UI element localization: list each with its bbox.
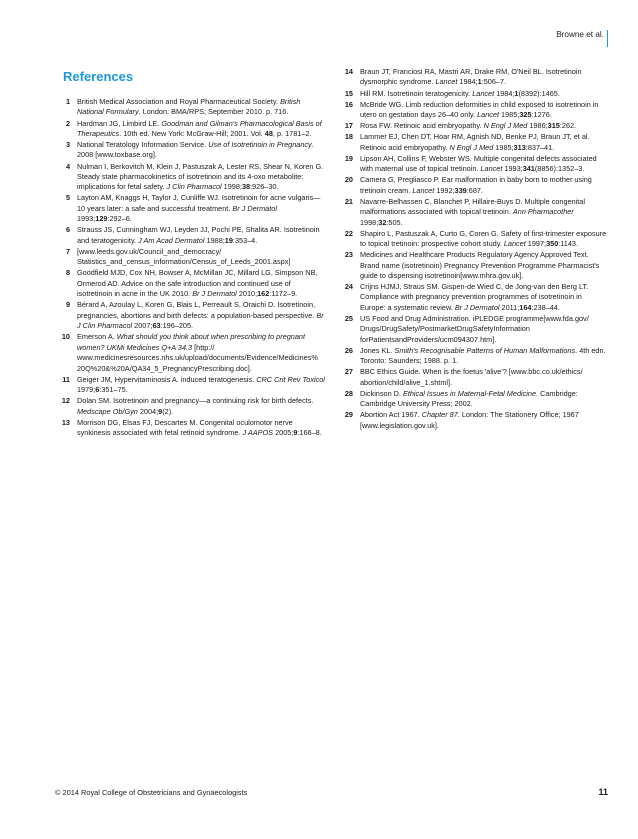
reference-segment: 1997; xyxy=(525,239,547,248)
reference-segment: 129 xyxy=(95,214,108,224)
reference-number: 9 xyxy=(65,300,70,310)
reference-text xyxy=(77,418,325,439)
reference-list-left xyxy=(55,97,325,439)
reference-text xyxy=(77,193,325,224)
reference-item xyxy=(338,410,608,431)
reference-segment: Geiger JM, Hypervitaminosis A. induced teratogenesis. xyxy=(77,374,257,384)
reference-item xyxy=(338,314,608,345)
reference-item xyxy=(55,332,325,374)
reference-text xyxy=(360,132,608,153)
reference-number: 16 xyxy=(344,99,353,109)
reference-segment: 1988; xyxy=(204,235,225,245)
reference-segment: . London: The Stationery Office; 1967 [www.legislation.gov.uk]. xyxy=(360,410,579,430)
reference-item xyxy=(55,396,325,417)
reference-segment: 1993; xyxy=(77,214,96,224)
reference-item xyxy=(338,175,608,196)
reference-segment: Medicines and Healthcare Products Regulatory Agency Approved Text. Brand name (isotretinoin) Pregnancy Prevention Programme Pharmacist's guide to dispensing isotretinoin[www.mhra.gov.uk]. xyxy=(360,250,600,280)
reference-number: 22 xyxy=(344,228,353,238)
reference-item xyxy=(55,97,325,118)
reference-item xyxy=(338,346,608,367)
reference-segment: 1985; xyxy=(499,110,520,119)
reference-segment: Br J Dermatol xyxy=(454,302,500,312)
reference-number: 3 xyxy=(65,140,70,149)
reference-number: 6 xyxy=(65,225,70,235)
reference-segment: 9 xyxy=(293,428,298,438)
reference-segment: 2005; xyxy=(273,428,294,438)
reference-text xyxy=(360,282,608,313)
reference-text xyxy=(77,396,325,417)
reference-segment: 1992; xyxy=(434,185,455,195)
reference-segment: :351–75. xyxy=(99,385,128,395)
reference-segment: :1276. xyxy=(531,110,552,119)
reference-segment: 1985; xyxy=(493,142,514,152)
reference-number: 23 xyxy=(344,250,353,260)
reference-text xyxy=(77,119,325,140)
reference-column-right xyxy=(338,67,608,432)
reference-segment: Ethical Issues in Maternal-Fetal Medicine xyxy=(402,388,537,398)
reference-number: 29 xyxy=(344,410,353,420)
reference-segment: CRC Crit Rev Toxicol xyxy=(256,374,325,384)
reference-text xyxy=(77,268,325,299)
reference-text xyxy=(360,389,608,410)
reference-segment: Medscape Ob/Gyn xyxy=(77,406,138,416)
reference-segment: Hardman JG, Limbird LE. xyxy=(77,118,162,128)
reference-segment: BBC Ethics Guide. When is the foetus 'alive'? [www.bbc.co.uk/ethics/ abortion/child/alive_1.shtml]. xyxy=(360,367,583,387)
reference-segment: Abortion Act 1967. xyxy=(360,410,422,420)
reference-segment: :292–6. xyxy=(107,214,132,224)
reference-segment: Strauss JS, Cunningham WJ, Leyden JJ, Pochi PE, Shalita AR. Isotretinoin and teratogenicity. xyxy=(77,225,320,245)
reference-number: 10 xyxy=(61,332,70,342)
reference-segment: :353–4. xyxy=(232,235,258,245)
reference-item xyxy=(338,121,608,131)
reference-list-right xyxy=(338,67,608,431)
reference-segment: Morrison DG, Elsas FJ, Descartes M. Congenital oculomotor nerve synkinesis associated with fetal retinoid syndrome. xyxy=(77,417,293,438)
reference-segment: Lancet xyxy=(412,185,435,195)
reference-number: 15 xyxy=(344,88,353,98)
reference-item xyxy=(338,197,608,228)
reference-segment: N Engl J Med xyxy=(483,121,528,131)
reference-text xyxy=(77,97,325,118)
reference-segment: British Medical Association and Royal Pharmaceutical Society. xyxy=(77,97,281,106)
reference-segment: British National Formulary xyxy=(77,97,301,117)
reference-segment: 2004; xyxy=(137,406,159,416)
reference-number: 13 xyxy=(61,417,70,427)
reference-item xyxy=(338,100,608,121)
reference-item xyxy=(338,250,608,281)
copyright-notice: © 2014 Royal College of Obstetricians and Gynaecologists xyxy=(55,788,248,797)
reference-text xyxy=(77,247,325,268)
reference-segment: Goodman and Gilman's Pharmacological Basis of Therapeutics xyxy=(77,118,322,138)
reference-text xyxy=(360,410,608,431)
reference-item xyxy=(338,229,608,250)
reference-item xyxy=(338,154,608,175)
reference-item xyxy=(55,119,325,140)
reference-text xyxy=(360,154,608,175)
reference-text xyxy=(360,175,608,196)
reference-segment: J AAPOS xyxy=(242,428,274,438)
reference-segment: 63 xyxy=(152,321,161,331)
reference-segment: 32 xyxy=(378,217,387,227)
reference-segment: N Engl J Med xyxy=(449,142,494,152)
reference-text xyxy=(360,121,608,131)
reference-item xyxy=(55,418,325,439)
reference-number: 4 xyxy=(65,161,70,171)
reference-segment: 2010; xyxy=(236,289,258,299)
reference-segment: Lancet xyxy=(477,110,500,119)
reference-segment: Lancet xyxy=(435,77,458,87)
page-number: 11 xyxy=(598,787,608,797)
reference-segment: [www.leeds.gov.uk/Council_and_democracy/ Statistics_and_census_information/Census_of_Leeds_2001.aspx] xyxy=(77,246,291,267)
reference-segment: J Clin Pharmacol xyxy=(166,182,222,192)
reference-item xyxy=(338,282,608,313)
reference-segment: National Teratology Information Service. xyxy=(77,140,209,149)
reference-number: 14 xyxy=(344,67,353,76)
reference-item xyxy=(55,247,325,268)
reference-segment: , p. 1781–2. xyxy=(272,128,312,138)
reference-item xyxy=(55,162,325,193)
reference-item xyxy=(338,89,608,99)
reference-segment: 1984; xyxy=(457,77,478,87)
reference-item xyxy=(55,225,325,246)
reference-segment: 162 xyxy=(257,289,270,299)
reference-number: 25 xyxy=(344,313,353,323)
running-head: Browne et al. xyxy=(556,30,604,39)
reference-segment: Rosa FW. Retinoic acid embryopathy. xyxy=(360,121,484,131)
reference-item xyxy=(338,367,608,388)
reference-text xyxy=(77,140,325,161)
reference-segment: (8856):1352–3. xyxy=(534,164,585,174)
reference-segment: 48 xyxy=(264,128,273,138)
reference-segment: 313 xyxy=(513,142,526,152)
reference-segment: 1 xyxy=(514,88,519,98)
reference-text xyxy=(360,67,608,88)
reference-segment: :505. xyxy=(386,217,403,227)
reference-number: 1 xyxy=(65,97,70,106)
reference-column-left xyxy=(55,67,325,439)
reference-segment: 1986; xyxy=(527,121,548,131)
reference-segment: Braun JT, Franciosi RA, Mastri AR, Drake RM, O'Neil BL. Isotretinoin dysmorphic syndrome. xyxy=(360,67,582,87)
reference-segment: Layton AM, Knaggs H, Taylor J, Cunliffe WJ. Isotretinoin for acne vulgaris—10 years later: a safe and successful treatment. xyxy=(77,193,321,213)
reference-segment: :1143. xyxy=(558,239,579,248)
reference-segment: Jones KL. xyxy=(360,345,395,355)
reference-segment: (8392):1465. xyxy=(518,88,560,98)
reference-item xyxy=(55,300,325,331)
reference-segment: 19 xyxy=(224,235,233,245)
reference-segment: Lammer EJ, Chen DT, Hoar RM, Agnish ND, Benke PJ, Braun JT, et al. Retinoic acid embryopathy. xyxy=(360,132,590,152)
reference-segment: . 2008 [www.toxbase.org]. xyxy=(77,140,314,160)
reference-segment: Goodfield MJD, Cox NH, Bowser A, McMillan JC, Millard LG, Simpson NB, Ormerod AD. Advice on the safe introduction and continued use of isotretinoin in acne in the UK 2010. xyxy=(77,268,318,299)
reference-segment: . Cambridge: Cambridge University Press; 2002. xyxy=(360,388,578,409)
section-title: References xyxy=(63,69,134,84)
reference-segment: Dickinson D. xyxy=(360,388,403,398)
reference-segment: Use of Isotretinoin in Pregnancy xyxy=(208,140,312,149)
reference-number: 21 xyxy=(344,196,353,206)
reference-segment: :926–30. xyxy=(250,182,279,192)
reference-text xyxy=(360,197,608,228)
reference-segment: Smith's Recognisable Patterns of Human Malformations xyxy=(394,345,576,355)
reference-segment: Lancet xyxy=(503,239,526,248)
reference-number: 20 xyxy=(344,175,353,185)
reference-item xyxy=(338,389,608,410)
reference-segment: 1984; xyxy=(494,88,515,98)
reference-segment: McBride WG. Limb reduction deformities in child exposed to isotretinoin in utero on gestation days 26–40 only. xyxy=(360,99,599,119)
reference-segment: :506–7. xyxy=(481,77,507,87)
reference-segment: Dolan SM. Isotretinoin and pregnancy—a continuing risk for birth defects. xyxy=(77,396,314,406)
reference-text xyxy=(360,367,608,388)
reference-segment: 2011; xyxy=(499,302,520,312)
reference-segment: Nulman I, Berkovitch M, Klein J, Pastuszak A, Lester RS, Shear N, Koren G. Steady state pharmacokinetics of isotretinoin and its 4-oxo metabolite: implications for fetal safety. xyxy=(77,161,324,192)
reference-segment: 6 xyxy=(95,385,100,395)
reference-segment: Lipson AH, Collins F, Webster WS. Multiple congenital defects associated with maternal use of topical tretinoin. xyxy=(360,153,597,174)
header-accent-rule xyxy=(607,30,608,47)
reference-number: 26 xyxy=(344,345,353,355)
reference-text xyxy=(360,229,608,250)
reference-segment: 339 xyxy=(454,185,467,195)
reference-segment: [http:// www.medicinesresources.nhs.uk/upload/documents/Evidence/Medicines% 20Q%20&%20A/QA34_5_PregnancyPrescribing.doc]. xyxy=(77,342,318,373)
reference-text xyxy=(77,332,325,374)
reference-number: 11 xyxy=(62,374,70,384)
reference-segment: :166–8. xyxy=(297,428,322,438)
reference-segment: 9 xyxy=(158,406,163,416)
reference-number: 5 xyxy=(65,193,70,203)
reference-segment: 164 xyxy=(519,302,532,312)
reference-text xyxy=(77,300,325,331)
reference-number: 24 xyxy=(344,282,353,291)
reference-segment: :1172–9. xyxy=(269,289,298,299)
reference-segment: . London: BMA/RPS; September 2010. p. 716. xyxy=(138,107,289,117)
reference-segment: 1979; xyxy=(77,385,96,395)
reference-number: 2 xyxy=(65,118,70,128)
reference-segment: . 4th edn. Toronto: Saunders; 1988. p. 1. xyxy=(360,345,606,366)
reference-segment: 325 xyxy=(519,110,532,119)
reference-text xyxy=(77,375,325,396)
reference-segment: Lancet xyxy=(472,88,495,98)
reference-segment: Br J Dermatol xyxy=(192,289,237,299)
reference-segment: US Food and Drug Administration. iPLEDGE programme[www.fda.gov/ Drugs/DrugSafety/PostmarketDrugSafetyInformation forPatientsandProviders/ucm094307.htm]. xyxy=(360,313,589,344)
reference-segment: :687. xyxy=(466,185,483,195)
reference-number: 19 xyxy=(344,153,353,163)
reference-item xyxy=(55,268,325,299)
reference-segment: Br J Clin Pharmacol xyxy=(77,310,324,331)
reference-segment: Crijns HJMJ, Straus SM. Gispen-de Wied C, de Jong-van den Berg LT. Compliance with pregnancy prevention programmes of isotretinoin in Europe: a systematic review. xyxy=(360,282,589,312)
reference-segment: 1 xyxy=(477,77,482,87)
reference-segment: :196–205. xyxy=(160,321,194,331)
reference-segment: 341 xyxy=(522,164,535,174)
reference-segment: 1998; xyxy=(221,182,242,192)
reference-segment: Camera G, Pregliasco P. Ear malformation in baby born to mother using tretinoin cream. xyxy=(360,175,592,195)
reference-number: 18 xyxy=(344,132,353,142)
reference-text xyxy=(360,314,608,345)
reference-segment: Hill RM. Isotretinoin teratogenicity. xyxy=(360,88,473,98)
reference-segment: Br J Dermatol xyxy=(232,203,277,213)
reference-segment: 315 xyxy=(547,121,560,131)
reference-segment: 1993; xyxy=(502,164,523,174)
reference-number: 28 xyxy=(344,388,353,398)
reference-segment: Bérard A, Azoulay L, Koren G, Blais L, Perreault S, Oraichi D. Isotretinoin, pregnancies, abortions and birth defects: a population-based perspective. xyxy=(77,300,317,320)
reference-segment: 350 xyxy=(546,239,559,248)
reference-segment: 38 xyxy=(241,182,251,192)
reference-segment: . 10th ed. New York: McGraw-Hill; 2001. Vol. xyxy=(119,128,265,138)
reference-number: 17 xyxy=(344,121,353,131)
reference-segment: 2007; xyxy=(132,321,153,331)
reference-text xyxy=(77,225,325,246)
reference-item xyxy=(55,375,325,396)
reference-item xyxy=(338,67,608,88)
reference-text xyxy=(360,250,608,281)
reference-segment: :837–41. xyxy=(525,142,555,152)
reference-number: 27 xyxy=(344,367,353,377)
reference-segment: What should you think about when prescribing to pregnant women? UKMi Medicines Q+A 34.3 xyxy=(77,332,305,352)
reference-segment: Shapiro L, Pastuszak A, Curto G, Coren G. Safety of first-trimester exposure to topical tretinoin: prospective cohort study. xyxy=(360,228,607,248)
reference-text xyxy=(360,346,608,367)
reference-text xyxy=(360,89,608,99)
reference-number: 8 xyxy=(65,268,70,278)
reference-number: 12 xyxy=(61,396,70,406)
reference-item xyxy=(338,132,608,153)
reference-item xyxy=(55,193,325,224)
reference-text xyxy=(77,162,325,193)
reference-segment: :262. xyxy=(559,121,577,131)
reference-text xyxy=(360,100,608,121)
reference-number: 7 xyxy=(65,246,70,256)
reference-segment: Emerson A. xyxy=(77,332,117,342)
reference-segment: Navarre-Belhassen C, Blanchet P, Hillaire-Buys D. Multiple congenital malformations associated with topical tretinoin. xyxy=(360,196,585,217)
reference-segment: Lancet xyxy=(480,164,503,174)
reference-segment: Chapter 87 xyxy=(421,410,458,420)
reference-segment: Ann Pharmacother xyxy=(512,207,574,217)
reference-segment: J Am Acad Dermatol xyxy=(138,235,205,245)
reference-segment: :238–44. xyxy=(531,302,560,312)
reference-item xyxy=(55,140,325,161)
reference-segment: (2). xyxy=(162,406,174,416)
reference-segment: 1998; xyxy=(360,217,379,227)
